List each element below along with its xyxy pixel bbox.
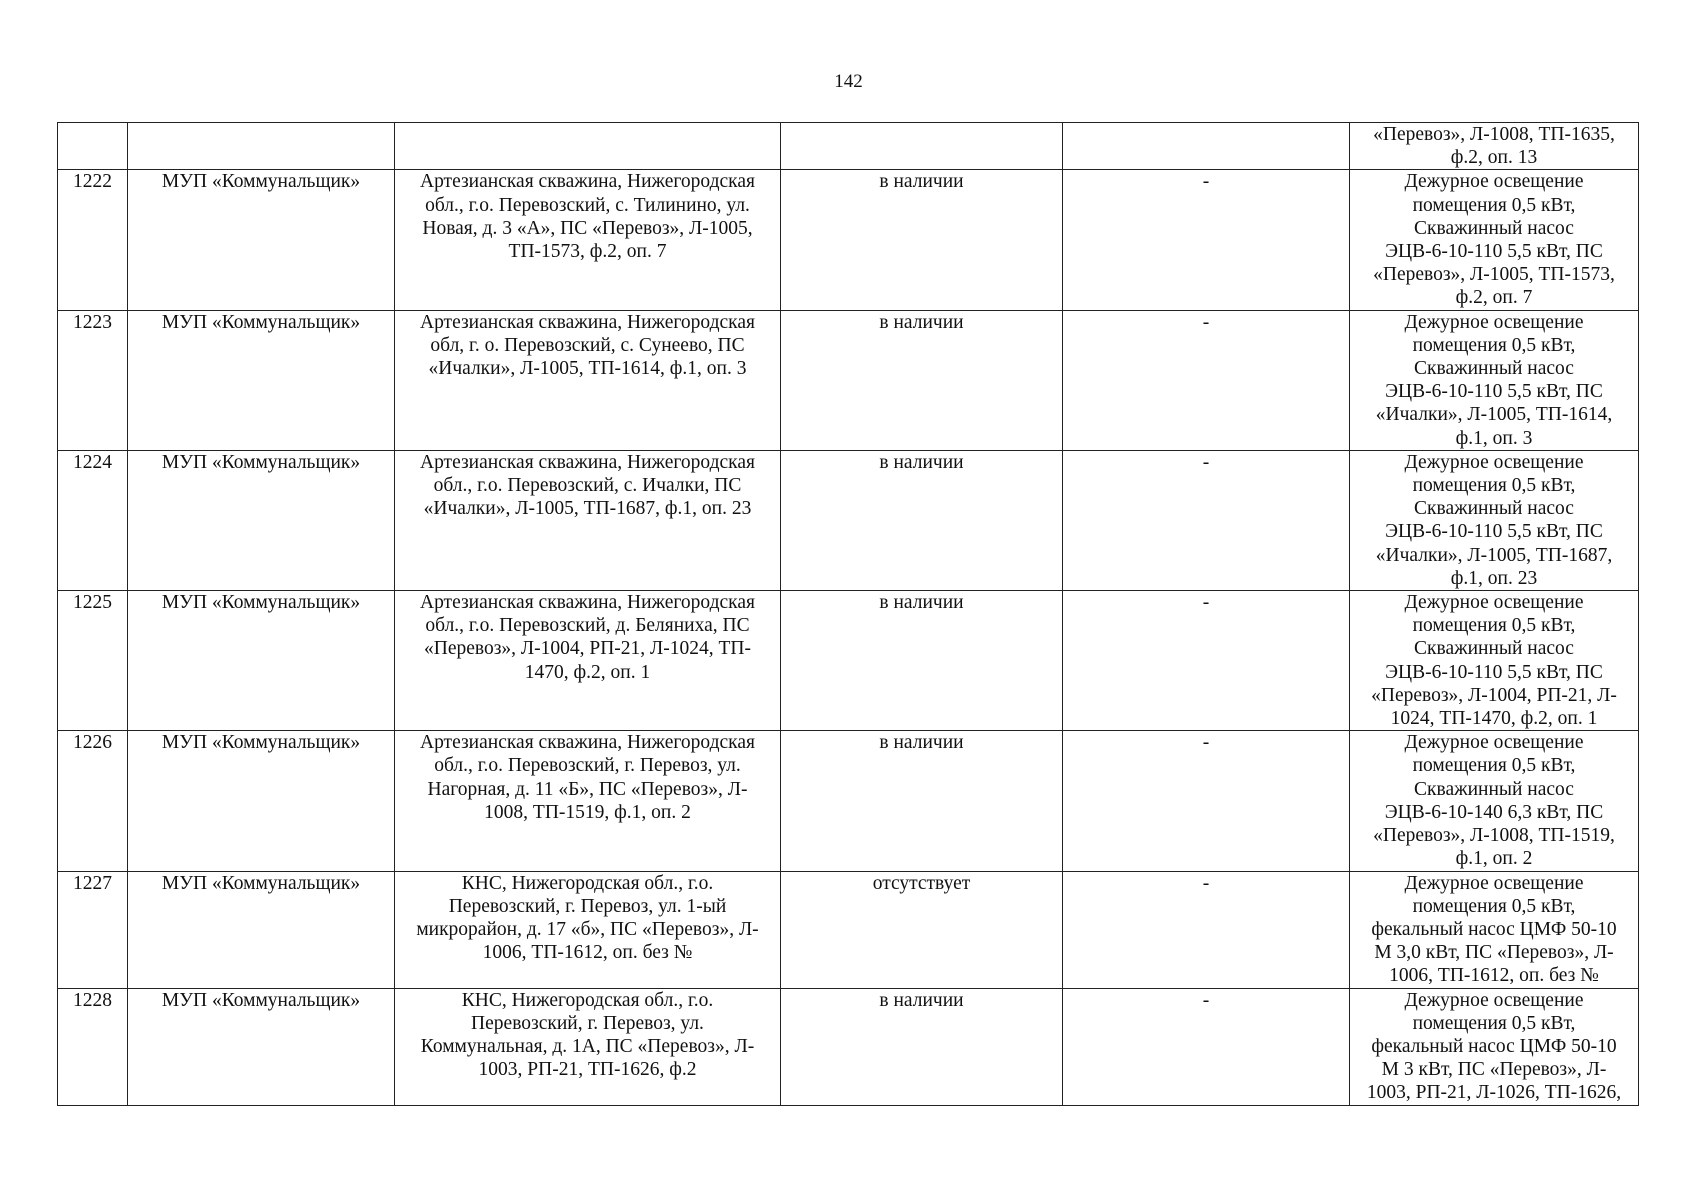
table-row [58,170,1639,310]
cell-organization: МУП «Коммунальщик» [128,871,395,988]
cell-organization: МУП «Коммунальщик» [128,310,395,450]
cell-extra [1063,123,1350,170]
data-table [57,122,1639,1106]
cell-equipment: «Перевоз», Л-1008, ТП-1635, ф.2, оп. 13 [1350,123,1639,170]
cell-organization [128,123,395,170]
cell-status: в наличии [781,170,1063,310]
cell-organization: МУП «Коммунальщик» [128,450,395,590]
cell-status: в наличии [781,591,1063,731]
cell-equipment: Дежурное освещение помещения 0,5 кВт, Скважинный насос ЭЦВ-6-10-110 5,5 кВт, ПС «Ичалки», Л-1005, ТП-1687, ф.1, оп. 23 [1350,450,1639,590]
cell-organization: МУП «Коммунальщик» [128,988,395,1105]
table-row [58,988,1639,1105]
cell-extra: - [1063,988,1350,1105]
cell-equipment: Дежурное освещение помещения 0,5 кВт, Скважинный насос ЭЦВ-6-10-110 5,5 кВт, ПС «Перевоз», Л-1004, РП-21, Л- 1024, ТП-1470, ф.2, оп. 1 [1350,591,1639,731]
cell-equipment: Дежурное освещение помещения 0,5 кВт, Скважинный насос ЭЦВ-6-10-140 6,3 кВт, ПС «Перевоз», Л-1008, ТП-1519, ф.1, оп. 2 [1350,731,1639,871]
cell-status: отсутствует [781,871,1063,988]
cell-address: Артезианская скважина, Нижегородская обл., г.о. Перевозский, г. Перевоз, ул. Нагорная, д. 11 «Б», ПС «Перевоз», Л- 1008, ТП-1519, ф.1, оп. 2 [395,731,781,871]
cell-organization: МУП «Коммунальщик» [128,731,395,871]
table-row [58,731,1639,871]
cell-equipment: Дежурное освещение помещения 0,5 кВт, Скважинный насос ЭЦВ-6-10-110 5,5 кВт, ПС «Перевоз», Л-1005, ТП-1573, ф.2, оп. 7 [1350,170,1639,310]
cell-extra: - [1063,731,1350,871]
cell-address: КНС, Нижегородская обл., г.о. Перевозский, г. Перевоз, ул. 1-ый микрорайон, д. 17 «б», ПС «Перевоз», Л- 1006, ТП-1612, оп. без № [395,871,781,988]
table-row [58,450,1639,590]
table-row [58,871,1639,988]
cell-number: 1223 [58,310,128,450]
cell-address: Артезианская скважина, Нижегородская обл, г. о. Перевозский, с. Сунеево, ПС «Ичалки», Л-1005, ТП-1614, ф.1, оп. 3 [395,310,781,450]
cell-number: 1224 [58,450,128,590]
cell-status: в наличии [781,310,1063,450]
cell-organization: МУП «Коммунальщик» [128,170,395,310]
cell-equipment: Дежурное освещение помещения 0,5 кВт, фекальный насос ЦМФ 50-10 М 3 кВт, ПС «Перевоз», Л- 1003, РП-21, Л-1026, ТП-1626, [1350,988,1639,1105]
page-number: 142 [834,71,863,92]
cell-extra: - [1063,450,1350,590]
cell-equipment: Дежурное освещение помещения 0,5 кВт, фекальный насос ЦМФ 50-10 М 3,0 кВт, ПС «Перевоз», Л- 1006, ТП-1612, оп. без № [1350,871,1639,988]
cell-organization: МУП «Коммунальщик» [128,591,395,731]
cell-address: КНС, Нижегородская обл., г.о. Перевозский, г. Перевоз, ул. Коммунальная, д. 1А, ПС «Перевоз», Л- 1003, РП-21, ТП-1626, ф.2 [395,988,781,1105]
table-row [58,310,1639,450]
cell-number [58,123,128,170]
cell-extra: - [1063,170,1350,310]
table-row-continued [58,123,1639,170]
cell-number: 1222 [58,170,128,310]
cell-number: 1226 [58,731,128,871]
cell-status: в наличии [781,731,1063,871]
cell-address: Артезианская скважина, Нижегородская обл., г.о. Перевозский, с. Ичалки, ПС «Ичалки», Л-1005, ТП-1687, ф.1, оп. 23 [395,450,781,590]
cell-status: в наличии [781,450,1063,590]
cell-extra: - [1063,591,1350,731]
cell-extra: - [1063,310,1350,450]
cell-address: Артезианская скважина, Нижегородская обл., г.о. Перевозский, д. Беляниха, ПС «Перевоз», Л-1004, РП-21, Л-1024, ТП- 1470, ф.2, оп. 1 [395,591,781,731]
cell-equipment: Дежурное освещение помещения 0,5 кВт, Скважинный насос ЭЦВ-6-10-110 5,5 кВт, ПС «Ичалки», Л-1005, ТП-1614, ф.1, оп. 3 [1350,310,1639,450]
cell-number: 1225 [58,591,128,731]
cell-address: Артезианская скважина, Нижегородская обл., г.о. Перевозский, с. Тилинино, ул. Новая, д. 3 «А», ПС «Перевоз», Л-1005, ТП-1573, ф.2, оп. 7 [395,170,781,310]
table-row [58,591,1639,731]
cell-extra: - [1063,871,1350,988]
cell-status [781,123,1063,170]
cell-address [395,123,781,170]
cell-status: в наличии [781,988,1063,1105]
cell-number: 1227 [58,871,128,988]
cell-number: 1228 [58,988,128,1105]
